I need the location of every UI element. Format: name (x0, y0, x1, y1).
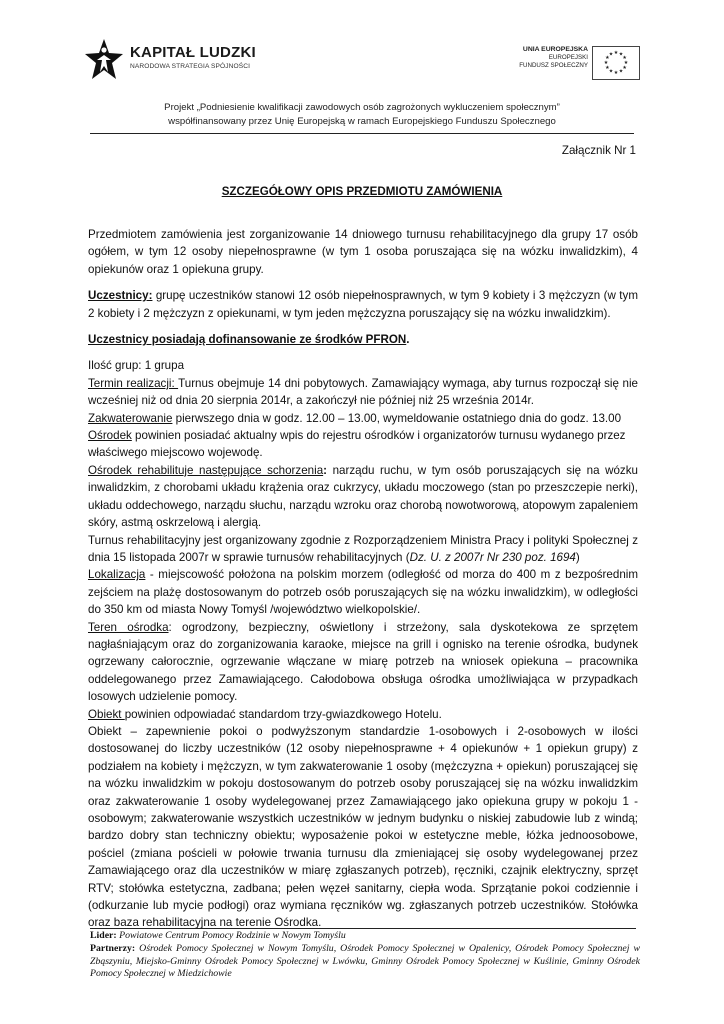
svg-text:★: ★ (618, 51, 624, 58)
center-paragraph (88, 427, 638, 462)
star-person-icon (84, 38, 124, 82)
svg-text:★: ★ (613, 50, 619, 56)
center-label: Ośrodek (88, 429, 132, 443)
svg-text:★: ★ (603, 60, 609, 66)
eu-stars-icon (593, 47, 639, 79)
term-paragraph (88, 375, 638, 410)
svg-text:★: ★ (622, 65, 627, 72)
pfron-paragraph (88, 331, 638, 348)
rehab-colon: : (323, 463, 328, 477)
logo-title: KAPITAŁ LUDZKI (130, 44, 256, 61)
checkin-paragraph (88, 410, 638, 427)
participants-text: grupę uczestników stanowi 12 osób niepełnosprawnych, w tym 9 kobiety i 3 mężczyzn (w tym 2 kobiety i 2 mężczyzn z opiekunami, w tym jeden mężczyzna poruszający się na wózku inwalidzkim). (88, 289, 638, 320)
document-title: SZCZEGÓŁOWY OPIS PRZEDMIOTU ZAMÓWIENIA (221, 185, 503, 198)
groups-line: Ilość grup: 1 grupa (88, 359, 185, 373)
pfron-dot: . (406, 333, 410, 347)
pfron-text: Uczestnicy posiadają dofinansowanie ze środków PFRON (88, 333, 407, 347)
project-header (90, 101, 634, 129)
document-body (88, 226, 638, 932)
regulation-end: ) (575, 550, 580, 564)
location-paragraph (88, 566, 638, 618)
intro-paragraph: Przedmiotem zamówienia jest zorganizowanie 14 dniowego turnusu rehabilitacyjnego dla grupy 17 osób ogółem, w tym 12 osoby niepełnosprawne (w tym 1 osoba poruszająca się na wózku inwalidzkim), 4 opiekunów oraz 1 opiekuna grupy. (88, 228, 638, 276)
regulation-text: Turnus rehabilitacyjny jest organizowany zgodnie z Rozporządzeniem Ministra Pracy i polityki Społecznej z dnia 15 listopada 2007r w sprawie turnusów rehabilitacyjnych ( (88, 533, 638, 564)
partners-label: Partnerzy: (90, 942, 136, 954)
eu-logo (500, 46, 640, 86)
header-divider (90, 133, 634, 134)
grounds-paragraph (88, 619, 638, 706)
location-text: - miejscowość położona na polskim morzem (odległość od morza do 400 m z bezpośrednim zejściem na plażę dostosowanym do potrzeb osób poruszających się na wózku inwalidzkim), w odległości do 350 km od miasta Nowy Tomyśl /województwo wielkopolskie/. (88, 568, 638, 617)
footer (90, 930, 640, 981)
annex-label: Załącznik Nr 1 (561, 144, 636, 157)
kapital-ludzki-logo (84, 34, 284, 86)
project-line-2: współfinansowany przez Unię Europejską w ramach Europejskiego Funduszu Społecznego (168, 116, 556, 127)
rehab-text: narządu ruchu, w tym osób poruszających się na wózku inwalidzkim, z chorobami układu krążenia oraz cukrzycy, układu moczowego (stan po przeszczepie nerki), układu oddechowego, narządu słuchu, narządu wzroku oraz chorobą nowotworową, atopowym zapaleniem skóry, astmą oskrzelową i alergią. (88, 463, 638, 530)
location-label: Lokalizacja (88, 568, 146, 582)
eu-flag-icon (592, 46, 640, 80)
rehab-label: Ośrodek rehabilituje następujące schorzenia (88, 463, 324, 477)
eu-text (519, 46, 588, 70)
eu-line3: FUNDUSZ SPOŁECZNY (519, 62, 588, 69)
regulation-ref: Dz. U. z 2007r Nr 230 poz. 1694 (409, 550, 576, 564)
rehab-paragraph (88, 462, 638, 532)
svg-text:★: ★ (622, 54, 627, 61)
leader-text: Powiatowe Centrum Pomocy Rodzinie w Nowym Tomyślu (116, 930, 346, 941)
svg-text:★: ★ (613, 70, 619, 76)
center-text: powinien posiadać aktualny wpis do rejestru ośrodków i organizatorów turnusu wydanego przez właściwego miejscowo wojewodę. (88, 429, 626, 460)
svg-text:★: ★ (608, 68, 614, 75)
term-text: Turnus obejmuje 14 dni pobytowych. Zamawiający wymaga, aby turnus rozpoczął się nie wcześniej niż od dnia 20 sierpnia 2014r, a zakończył nie później niż 25 września 2014r. (88, 376, 638, 408)
svg-text:★: ★ (618, 68, 624, 75)
footer-partners (90, 943, 640, 981)
svg-text:★: ★ (605, 54, 610, 61)
checkin-label: Zakwaterowanie (88, 411, 173, 425)
footer-leader (90, 930, 640, 943)
standard-paragraph (88, 706, 638, 723)
standard-text: powinien odpowiadać standardom trzy-gwiazdkowego Hotelu. (124, 707, 442, 721)
logo-subtitle: NARODOWA STRATEGIA SPÓJNOŚCI (130, 63, 251, 70)
standard-label: Obiekt (88, 707, 125, 721)
checkin-text: pierwszego dnia w godz. 12.00 – 13.00, wymeldowanie ostatniego dnia do godz. 13.00 (172, 411, 622, 425)
leader-label: Lider: (90, 930, 117, 941)
participants-label: Uczestnicy: (88, 289, 153, 303)
svg-text:★: ★ (608, 51, 614, 58)
regulation-paragraph (88, 532, 638, 567)
partners-text: Ośrodek Pomocy Społecznej w Nowym Tomyślu, Ośrodek Pomocy Społecznej w Opalenicy, Ośrodek Pomocy Społecznej w Zbąszyniu, Miejsko-Gminny Ośrodek Pomocy Społecznej w Lwówku, Gminny Ośrodek Pomocy Społecznej w Kuślinie, Gminny Ośrodek Pomocy Społecznej w Miedzichowie (90, 942, 640, 980)
svg-text:★: ★ (605, 65, 610, 72)
grounds-label: Teren ośrodka (88, 620, 169, 634)
svg-text:★: ★ (623, 60, 629, 66)
eu-title: UNIA EUROPEJSKA (522, 46, 588, 53)
rooms-paragraph: Obiekt – zapewnienie pokoi o podwyższonym standardzie 1-osobowych i 2-osobowych w ilości dostosowanej do liczby uczestników (12 osoby niepełnosprawne + 4 opiekunów + 1 opiekun grupy) z podziałem na kobiety i mężczyzn, w tym zakwaterowanie 1 osoby (mężczyzna + opiekun) poruszającej się na wózku inwalidzkim w pokoju dostosowanym do potrzeb osoby poruszającej się na wózku inwalidzkim oraz zakwaterowanie 1 osoby wydelegowanej przez Zamawiającego jako opiekuna grupy w pokoju 1 - osobowym; zakwaterowanie wszystkich uczestników w jednym budynku o niskiej zabudowie lub z windą; bardzo dobry stan techniczny obiektu; wyposażenie pokoi w estetyczne meble, łóżka jednoosobowe, pościel (zmiana pościeli w połowie trwania turnusu dla zmieniającej się osoby wydelegowanej przez Zamawiającego oraz dla uczestników w miarę zgłaszanych potrzeb), ręczniki, czajnik elektryczny, sprzęt RTV; stołówka estetyczna, zadbana; pełen węzeł sanitarny, ciepła woda. Sprzątanie pokoi codziennie i (odkurzanie lub mycie podłogi) oraz wymiana ręczników wg. zgłaszanych potrzeb uczestników. Stołówka oraz baza rehabilitacyjna na terenie Ośrodka. (88, 724, 638, 930)
term-label: Termin realizacji: (88, 376, 179, 390)
footer-divider (90, 928, 636, 929)
participants-paragraph (88, 287, 638, 322)
eu-line2: EUROPEJSKI (548, 54, 588, 61)
grounds-text: : ogrodzony, bezpieczny, oświetlony i strzeżony, sala dyskotekowa ze sprzętem nagłaśniającym oraz do zorganizowania karaoke, miejsce na grill i ognisko na terenie ośrodka, budynek ogrzewany całorocznie, ogrzewanie włączane w miarę potrzeb na wniosek opiekuna – pracownika oddelegowanego przez Zamawiającego. Całodobowa obsługa ośrodka umożliwiająca w przypadkach losowych udzielenie pomocy. (88, 620, 639, 704)
project-line-1: Projekt „Podniesienie kwalifikacji zawodowych osób zagrożonych wykluczeniem społecznym” (164, 102, 560, 113)
